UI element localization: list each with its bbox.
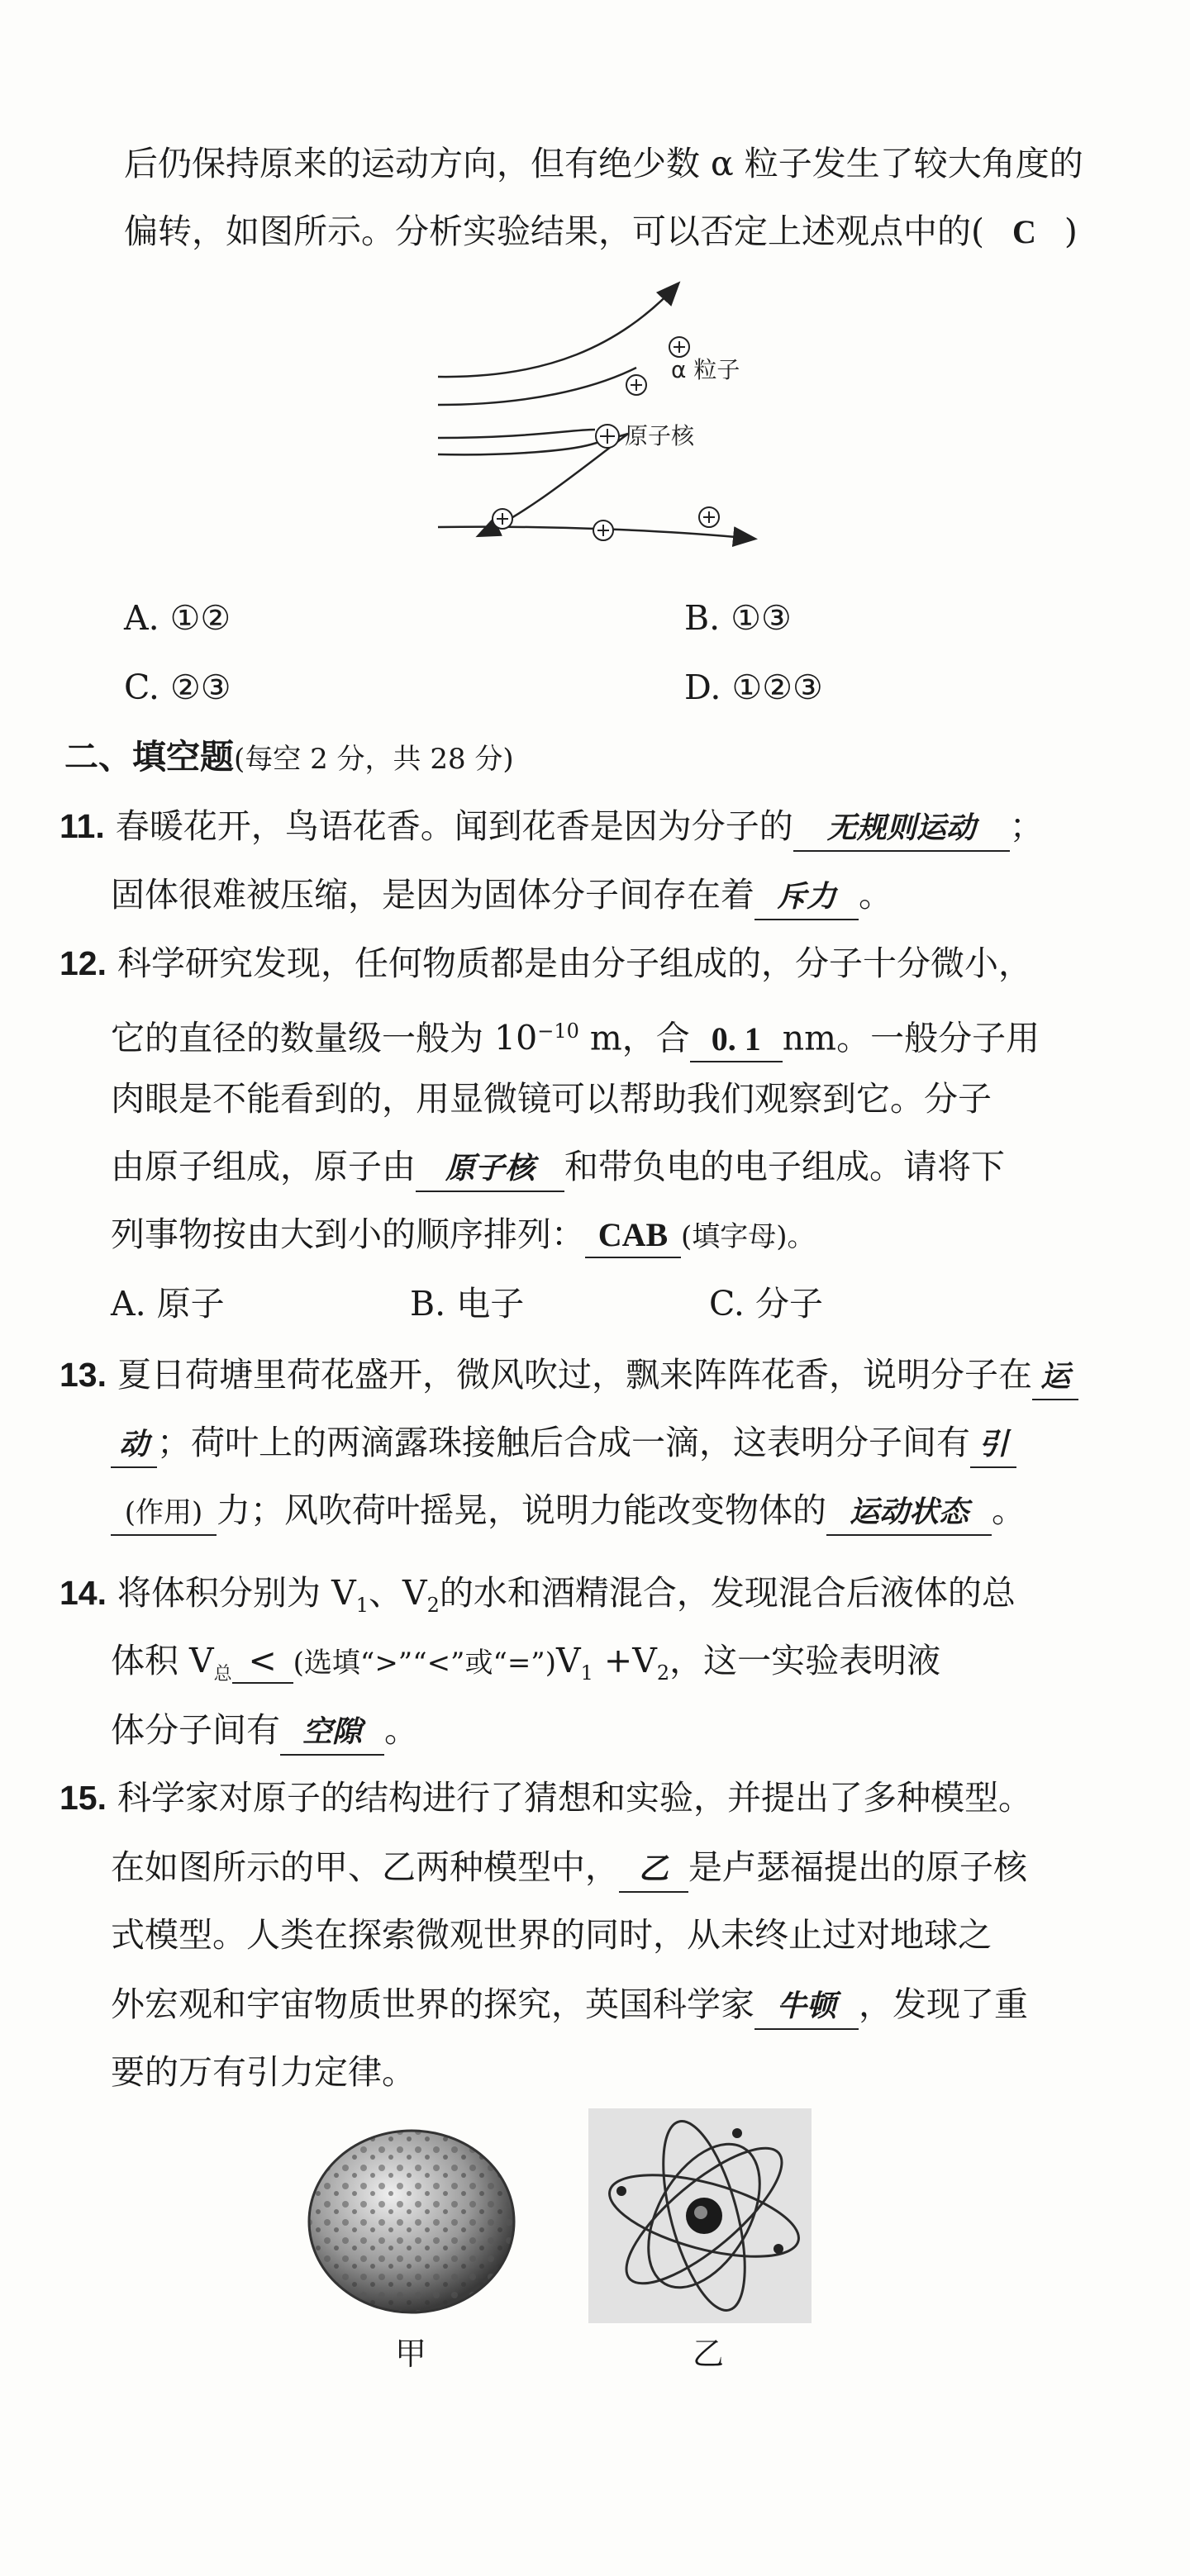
option-a[interactable]: A. ①② [124, 598, 231, 638]
trajectory-deflect-up [438, 284, 678, 377]
q11-line-1 [60, 801, 1044, 852]
q13-answer-2b[interactable]: (作用) [111, 1491, 217, 1536]
q12-text-4b: 和带负电的电子组成。请将下 [564, 1147, 1005, 1186]
q13-line-1 [60, 1350, 1078, 1400]
q15-text-2a: 在如图所示的甲、乙两种模型中， [111, 1847, 619, 1887]
q14-text-1a: 将体积分别为 V [117, 1573, 356, 1613]
q14-sub-3: 1 [580, 1661, 593, 1685]
q12-option-a: A. 原子 [111, 1284, 225, 1324]
q15-answer-2[interactable]: 牛顿 [754, 1985, 859, 2030]
intro-line-2-close: ) [1064, 211, 1078, 251]
nuclear-model-image [588, 2108, 812, 2323]
q12-text-2c: nm。一般分子用 [782, 1018, 1040, 1058]
q12-text-5b: (填字母)。 [681, 1220, 816, 1253]
q12-exponent: −10 [537, 1019, 579, 1043]
q12-text-2b: m，合 [578, 1018, 690, 1058]
q12-answer-3[interactable]: CAB [585, 1214, 681, 1258]
q11-text-2: 固体很难被压缩，是因为固体分子间存在着 [111, 875, 754, 915]
q12-text-1: 科学研究发现，任何物质都是由分子组成的，分子十分微小， [117, 943, 1033, 983]
option-d[interactable]: D. ①②③ [684, 668, 823, 707]
q11-punct-2: 。 [859, 875, 892, 915]
q12-option-c: C. 分子 [709, 1284, 823, 1324]
q12-line-3: 肉眼是不能看到的，用显微镜可以帮助我们观察到它。分子 [111, 1079, 992, 1119]
intro-line-2-text: 偏转，如图所示。分析实验结果，可以否定上述观点中的( [124, 211, 984, 251]
q11-answer-2[interactable]: 斥力 [754, 876, 859, 920]
trajectory-slight-up [438, 368, 636, 405]
q10-answer: C [1012, 213, 1036, 250]
q12-line-2 [111, 1006, 1040, 1063]
q11-answer-1[interactable]: 无规则运动 [793, 807, 1010, 852]
q11-text-1: 春暖花开，鸟语花香。闻到花香是因为分子的 [115, 806, 793, 846]
q14-punct-3: 。 [384, 1710, 418, 1750]
label-alpha-particle: α 粒子 [671, 356, 740, 383]
q12-line-1 [60, 939, 1032, 988]
q12-text-5a: 列事物按由大到小的顺序排列： [111, 1214, 585, 1254]
option-b[interactable]: B. ①③ [684, 598, 792, 638]
q11-line-2 [111, 870, 892, 920]
q12-option-b: B. 电子 [410, 1284, 525, 1324]
q14-text-2c: +V [593, 1641, 657, 1680]
q14-sub-1: 1 [355, 1594, 369, 1618]
q14-text-2d: ，这一实验表明液 [669, 1641, 941, 1680]
caption-jia: 甲 [395, 2336, 427, 2372]
q14-sub-4: 2 [656, 1661, 670, 1685]
trajectory-bounce-back [438, 434, 628, 535]
intro-line-2 [124, 207, 1078, 257]
q12-answer-2[interactable]: 原子核 [416, 1148, 564, 1192]
q15-line-4 [111, 1980, 1028, 2030]
q12-text-4a: 由原子组成，原子由 [111, 1147, 416, 1186]
q15-line-1 [60, 1773, 1032, 1823]
q15-text-1: 科学家对原子的结构进行了猜想和实验，并提出了多种模型。 [117, 1778, 1033, 1818]
q13-line-3 [111, 1485, 1026, 1536]
q14-line-1 [60, 1568, 1016, 1630]
q13-answer-1a[interactable]: 运 [1032, 1356, 1078, 1400]
q11-punct-1: ； [1009, 806, 1044, 846]
q13-answer-1b[interactable]: 动 [111, 1423, 157, 1468]
q14-number: 14. [60, 1574, 107, 1612]
q13-number: 13. [60, 1356, 107, 1394]
q12-line-4 [111, 1142, 1005, 1192]
q15-text-2b: 是卢瑟福提出的原子核 [688, 1847, 1027, 1887]
q15-number: 15. [60, 1779, 107, 1817]
q13-punct-3: 。 [992, 1490, 1026, 1530]
q15-text-4a: 外宏观和宇宙物质世界的探究，英国科学家 [111, 1984, 754, 2024]
alpha-scattering-diagram [430, 273, 777, 562]
q13-line-2 [111, 1418, 1016, 1468]
q11-number: 11. [60, 807, 105, 845]
intro-line-1: 后仍保持原来的运动方向，但有绝少数 α 粒子发生了较大角度的 [124, 144, 1083, 183]
q13-text-1: 夏日荷塘里荷花盛开，微风吹过，飘来阵阵花香，说明分子在 [117, 1355, 1033, 1395]
q15-line-2 [111, 1842, 1027, 1893]
q14-sub-total: 总 [213, 1664, 232, 1685]
q15-line-5: 要的万有引力定律。 [111, 2052, 416, 2092]
q14-text-3a: 体分子间有 [111, 1710, 280, 1750]
q14-note: (选填“>”“<”或“=”) [293, 1647, 556, 1680]
q13-text-3: 力；风吹荷叶摇晃，说明力能改变物体的 [217, 1490, 826, 1530]
q12-answer-1[interactable]: 0. 1 [690, 1018, 783, 1062]
section-title: 二、填空题 [64, 737, 234, 777]
q14-sub-2: 2 [426, 1594, 440, 1618]
q14-answer-2[interactable]: 空隙 [280, 1711, 384, 1756]
q13-answer-3[interactable]: 运动状态 [826, 1491, 992, 1536]
q14-text-2b: V [555, 1641, 581, 1680]
plum-pudding-model-image [304, 2127, 519, 2317]
label-nucleus: 原子核 [625, 422, 695, 449]
section-note: (每空 2 分，共 28 分) [234, 743, 514, 776]
q12-number: 12. [60, 944, 107, 982]
q15-text-4b: ，发现了重 [859, 1984, 1028, 2024]
option-c[interactable]: C. ②③ [124, 668, 231, 707]
q13-text-2: ；荷叶上的两滴露珠接触后合成一滴，这表明分子间有 [157, 1423, 970, 1462]
q12-line-5 [111, 1210, 816, 1262]
q15-line-3: 式模型。人类在探索微观世界的同时，从未终止过对地球之 [111, 1915, 992, 1955]
q13-answer-2a[interactable]: 引 [970, 1423, 1016, 1468]
trajectory-toward-nucleus [438, 430, 595, 438]
q14-text-1c: 的水和酒精混合，发现混合后液体的总 [439, 1573, 1016, 1613]
q15-answer-1[interactable]: 乙 [619, 1848, 688, 1893]
q12-text-2a: 它的直径的数量级一般为 10 [111, 1018, 538, 1058]
q14-answer-1[interactable]: < [232, 1639, 293, 1684]
q14-text-1b: 、V [368, 1573, 427, 1613]
caption-yi: 乙 [693, 2336, 725, 2372]
q14-line-2 [111, 1636, 940, 1699]
q14-line-3 [111, 1705, 418, 1756]
q14-text-2a: 体积 V [111, 1641, 214, 1680]
section-heading [64, 732, 514, 784]
